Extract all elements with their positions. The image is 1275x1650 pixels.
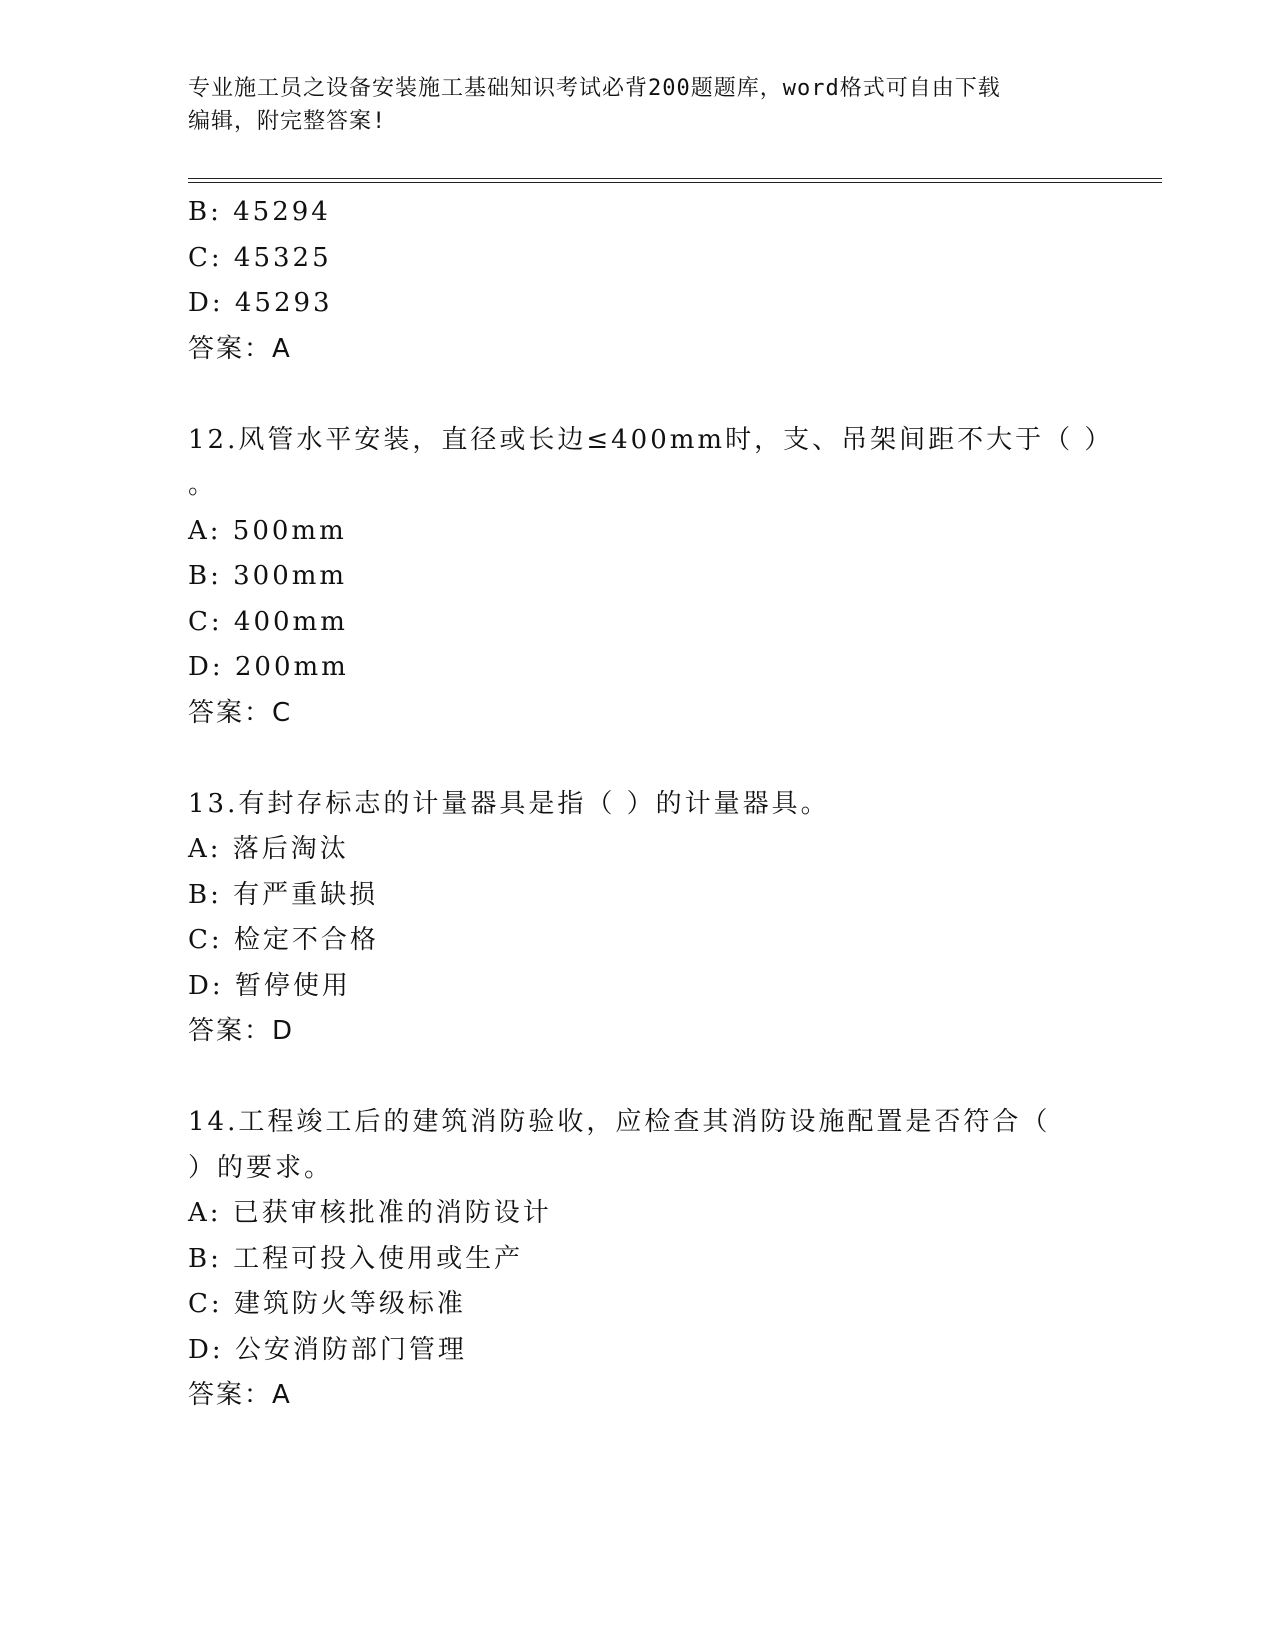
q13-stem: 13.有封存标志的计量器具是指（ ）的计量器具。: [188, 788, 830, 819]
q12-option-b: B: 300mm: [188, 561, 348, 591]
q14-answer: 答案：A: [188, 1380, 292, 1410]
header-title-line-2: 编辑，附完整答案!: [188, 109, 387, 134]
q11-option-d: D: 45293: [188, 288, 333, 318]
question-13: [188, 782, 1088, 1055]
q13-option-b: B: 有严重缺损: [188, 879, 379, 910]
q14-stem-line-2: ）的要求。: [188, 1152, 334, 1183]
q12-stem-line-1: 12.风管水平安装，直径或长边≤400mm时，支、吊架间距不大于（ ）: [188, 424, 1114, 455]
spacer: [188, 736, 1088, 782]
q14-option-c: C: 建筑防火等级标准: [188, 1289, 466, 1319]
q14-option-d: D: 公安消防部门管理: [188, 1334, 467, 1365]
q12-option-c: C: 400mm: [188, 606, 348, 637]
spacer: [188, 1055, 1088, 1101]
q11-option-c: C: 45325: [188, 242, 332, 273]
q12-option-d: D: 200mm: [188, 652, 349, 682]
q14-stem-line-1: 14.工程竣工后的建筑消防验收，应检查其消防设施配置是否符合（: [188, 1107, 1051, 1137]
q13-option-c: C: 检定不合格: [188, 925, 379, 955]
q14-option-b: B: 工程可投入使用或生产: [188, 1243, 524, 1274]
spacer: [188, 372, 1088, 418]
header-title-line-1: 专业施工员之设备安装施工基础知识考试必背200题题库，word格式可自由下载: [188, 76, 1001, 101]
question-11: [188, 190, 1088, 372]
header-double-rule: [188, 178, 1162, 183]
q12-stem-line-2: 。: [188, 470, 218, 500]
page-header: [188, 72, 1068, 138]
q11-option-b: B: 45294: [188, 197, 331, 227]
q12-option-a: A: 500mm: [188, 515, 347, 546]
q12-answer: 答案：C: [188, 697, 293, 728]
question-14: [188, 1100, 1088, 1419]
question-content: [188, 190, 1114, 1419]
q11-answer: 答案：A: [188, 333, 292, 364]
q13-option-d: D: 暂停使用: [188, 970, 351, 1001]
q13-answer: 答案：D: [188, 1016, 295, 1046]
q13-option-a: A: 落后淘汰: [188, 834, 349, 864]
q14-option-a: A: 已获审核批准的消防设计: [188, 1198, 552, 1228]
question-12: [188, 418, 1114, 737]
